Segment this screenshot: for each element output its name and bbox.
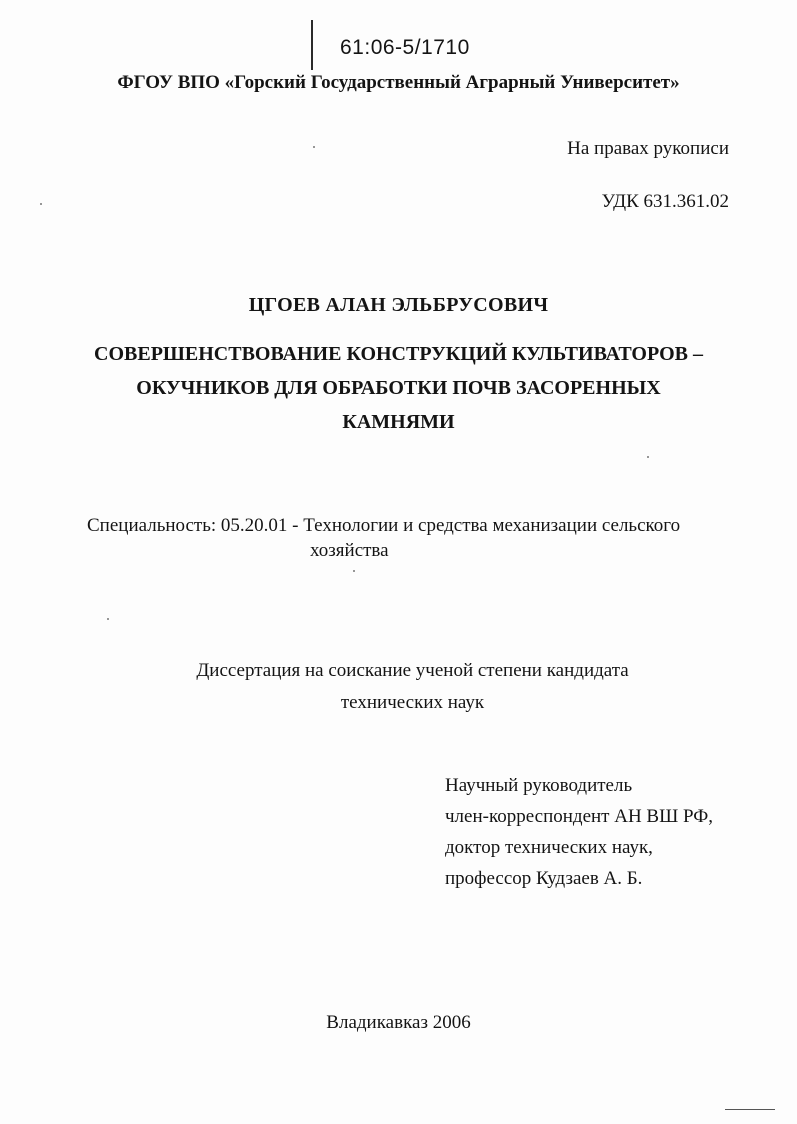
specialty-line-continued: хозяйства: [310, 540, 389, 561]
scan-edge-mark: [725, 1109, 775, 1110]
degree-statement-line: Диссертация на соискание ученой степени кандидата: [196, 660, 629, 681]
supervisor-line: Научный руководитель: [445, 775, 633, 796]
institution-name: ФГОУ ВПО «Горский Государственный Аграрный Университет»: [117, 72, 680, 93]
archive-stamp-code: 61:06-5/1710: [340, 36, 470, 59]
degree-statement-line: технических наук: [340, 692, 485, 713]
city-year: Владикавказ 2006: [326, 1012, 471, 1033]
author-name: ЦГОЕВ АЛАН ЭЛЬБРУСОВИЧ: [248, 294, 549, 316]
supervisor-line: доктор технических наук,: [445, 837, 653, 858]
thesis-title-line: СОВЕРШЕНСТВОВАНИЕ КОНСТРУКЦИЙ КУЛЬТИВАТОРОВ –: [94, 343, 703, 365]
udk-code: УДК 631.361.02: [601, 191, 729, 212]
archive-stamp-line: [311, 20, 313, 70]
supervisor-line: профессор Кудзаев А. Б.: [445, 868, 643, 889]
manuscript-rights: На правах рукописи: [567, 138, 729, 159]
supervisor-line: член-корреспондент АН ВШ РФ,: [445, 806, 714, 827]
thesis-title-line: ОКУЧНИКОВ ДЛЯ ОБРАБОТКИ ПОЧВ ЗАСОРЕННЫХ: [136, 377, 661, 399]
specialty-line: Специальность: 05.20.01 - Технологии и средства механизации сельского: [87, 515, 681, 536]
thesis-title-line: КАМНЯМИ: [342, 411, 455, 433]
